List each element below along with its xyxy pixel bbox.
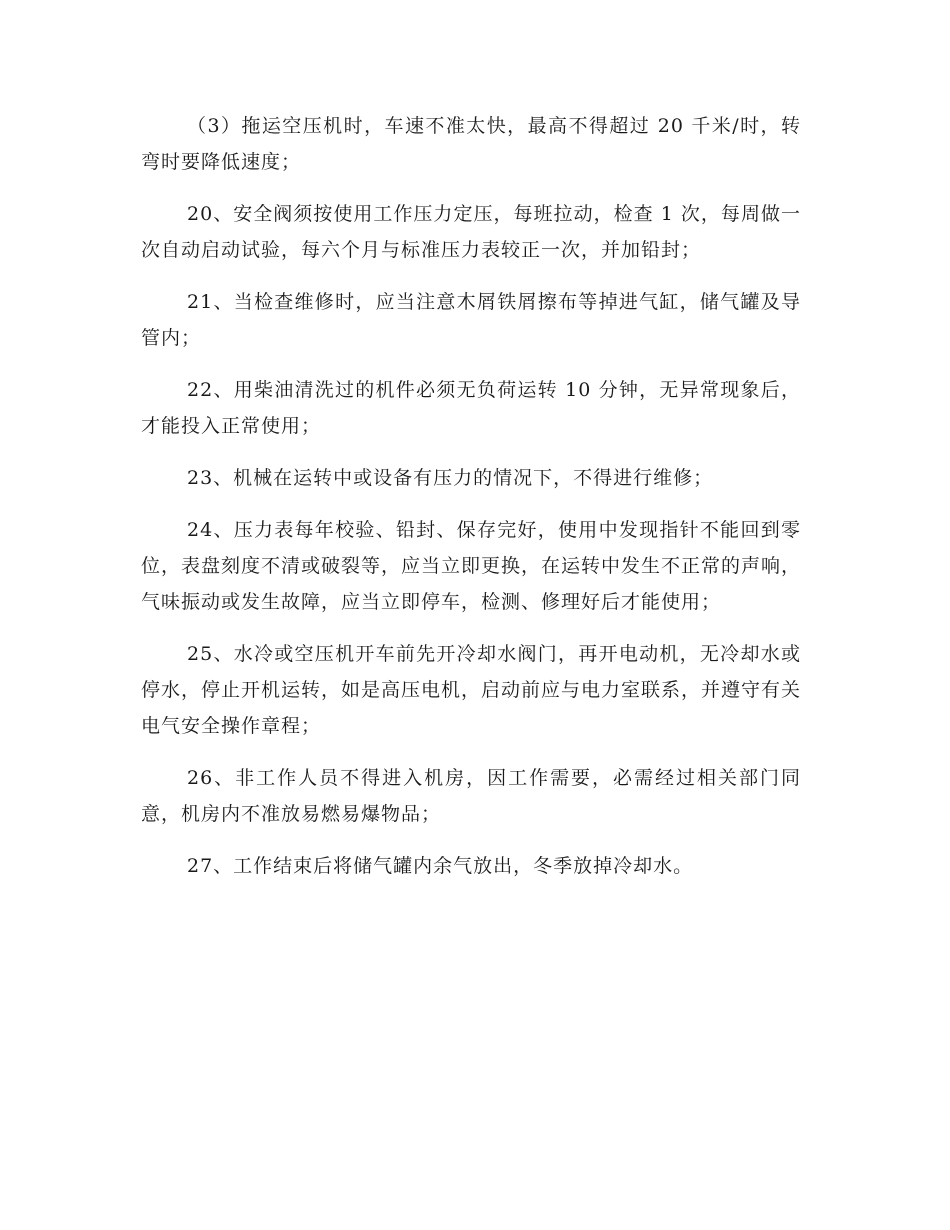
paragraph-20-safety-valve: 20、安全阀须按使用工作压力定压，每班拉动，检查 1 次，每周做一次自动启动试验，每六个月与标准压力表较正一次，并加铅封； [141, 203, 801, 261]
paragraph-24-pressure-gauge: 24、压力表每年校验、铅封、保存完好，使用中发现指针不能回到零位，表盘刻度不清或破裂等，应当立即更换，在运转中发生不正常的声响，气味振动或发生故障，应当立即停车，检测、修理好后才能使用； [141, 519, 802, 613]
paragraph-25-water-cooling: 25、水冷或空压机开车前先开冷却水阀门，再开电动机，无冷却水或停水，停止开机运转，如是高压电机，启动前应与电力室联系，并遵守有关电气安全操作章程； [141, 643, 802, 737]
paragraph-26-machine-room: 26、非工作人员不得进入机房，因工作需要，必需经过相关部门同意，机房内不准放易燃易爆物品； [141, 767, 801, 825]
paragraph-27-end-of-work: 27、工作结束后将储气罐内余气放出，冬季放掉冷却水。 [187, 855, 694, 877]
paragraph-22-diesel-cleaning: 22、用柴油清洗过的机件必须无负荷运转 10 分钟，无异常现象后，才能投入正常使用； [141, 379, 801, 437]
paragraph-23-no-maintenance: 23、机械在运转中或设备有压力的情况下，不得进行维修； [187, 467, 714, 489]
paragraph-21-inspection: 21、当检查维修时，应当注意木屑铁屑擦布等掉进气缸，储气罐及导管内； [141, 291, 801, 349]
paragraph-3-towing: （3）拖运空压机时，车速不准太快，最高不得超过 20 千米/时，转弯时要降低速度； [141, 115, 801, 173]
document-body [141, 108, 801, 900]
